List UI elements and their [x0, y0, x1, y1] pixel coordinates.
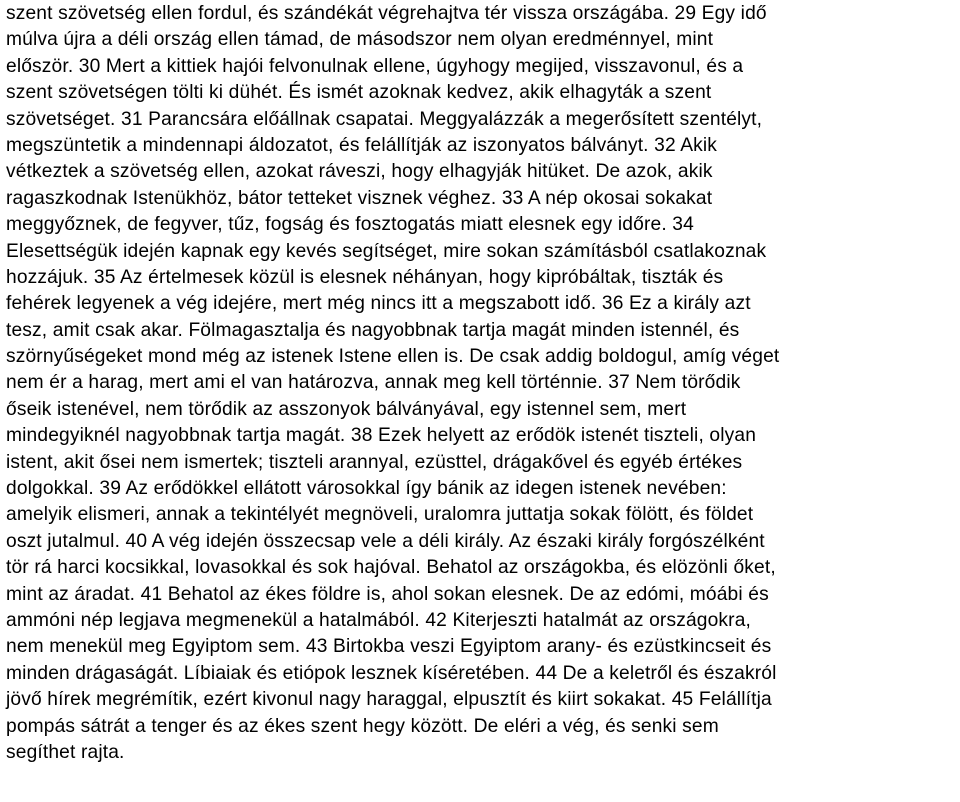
text-line: minden drágaságát. Líbiaiak és etiópok lesznek kíséretében. 44 De a keletről és északról [6, 662, 777, 684]
text-line: őseik istenével, nem törődik az asszonyok bálványával, egy istennel sem, mert [6, 398, 687, 420]
text-line: múlva újra a déli ország ellen támad, de másodszor nem olyan eredménnyel, mint [6, 29, 714, 51]
text-line: szent szövetségen tölti ki dühét. És ismét azoknak kedvez, akik elhagyták a szent [6, 82, 712, 104]
text-line: mindegyiknél nagyobbnak tartja magát. 38 Ezek helyett az erődök istenét tiszteli, olyan [6, 425, 757, 447]
text-line: nem ér a harag, mert ami el van határozva, annak meg kell történnie. 37 Nem törődik [6, 372, 741, 394]
text-line: jövő hírek megrémítik, ezért kivonul nagy haraggal, elpusztít és kiirt sokakat. 45 Felállítja [6, 689, 772, 711]
text-line: hozzájuk. 35 Az értelmesek közül is elesnek néhányan, hogy kipróbáltak, tiszták és [6, 266, 724, 288]
text-line: vétkeztek a szövetség ellen, azokat ráveszi, hogy elhagyják hitüket. De azok, akik [6, 161, 713, 183]
body-text [6, 1, 952, 766]
text-line: meggyőznek, de fegyver, tűz, fogság és fosztogatás miatt elesnek egy időre. 34 [6, 214, 694, 236]
text-line: megszüntetik a mindennapi áldozatot, és felállítják az iszonyatos bálványt. 32 Akik [6, 134, 718, 156]
text-line: szörnyűségeket mond még az istenek Istene ellen is. De csak addig boldogul, amíg véget [6, 346, 780, 368]
text-line: mint az áradat. 41 Behatol az ékes földre is, ahol sokan elesnek. De az edómi, móábi és [6, 583, 769, 605]
text-line: szövetséget. 31 Parancsára előállnak csapatai. Meggyalázzák a megerősített szentélyt, [6, 108, 763, 130]
text-line: pompás sátrát a tenger és az ékes szent hegy között. De eléri a vég, és senki sem [6, 715, 719, 737]
text-line: segíthet rajta. [6, 741, 125, 763]
text-line: ragaszkodnak Istenükhöz, bátor tetteket visznek véghez. 33 A nép okosai sokakat [6, 187, 713, 209]
text-line: tesz, amit csak akar. Fölmagasztalja és nagyobbnak tartja magát minden istennél, és [6, 319, 740, 341]
text-line: szent szövetség ellen fordul, és szándékát végrehajtva tér vissza országába. 29 Egy idő [6, 3, 767, 24]
text-line: amelyik elismeri, annak a tekintélyét megnöveli, uralomra juttatja sokak fölött, és földet [6, 504, 754, 526]
text-line: tör rá harci kocsikkal, lovasokkal és sok hajóval. Behatol az országokba, és elözönli őket, [6, 557, 776, 579]
text-line: nem menekül meg Egyiptom sem. 43 Birtokba veszi Egyiptom arany- és ezüstkincseit és [6, 636, 772, 658]
text-line: Elesettségük idején kapnak egy kevés segítséget, mire sokan számításból csatlakoznak [6, 240, 767, 262]
text-line: ammóni nép legjava megmenekül a hatalmából. 42 Kiterjeszti hatalmát az országokra, [6, 609, 752, 631]
text-line: fehérek legyenek a vég idejére, mert még nincs itt a megszabott idő. 36 Ez a király azt [6, 293, 751, 315]
text-line: oszt jutalmul. 40 A vég idején összecsap vele a déli király. Az északi király forgószélként [6, 530, 765, 552]
text-line: dolgokkal. 39 Az erődökkel ellátott városokkal így bánik az idegen istenek nevében: [6, 478, 727, 500]
text-line: először. 30 Mert a kittiek hajói felvonulnak ellene, úgyhogy megijed, visszavonul, és a [6, 55, 744, 77]
text-line: istent, akit ősei nem ismertek; tiszteli arannyal, ezüsttel, drágakővel és egyéb értékes [6, 451, 743, 473]
